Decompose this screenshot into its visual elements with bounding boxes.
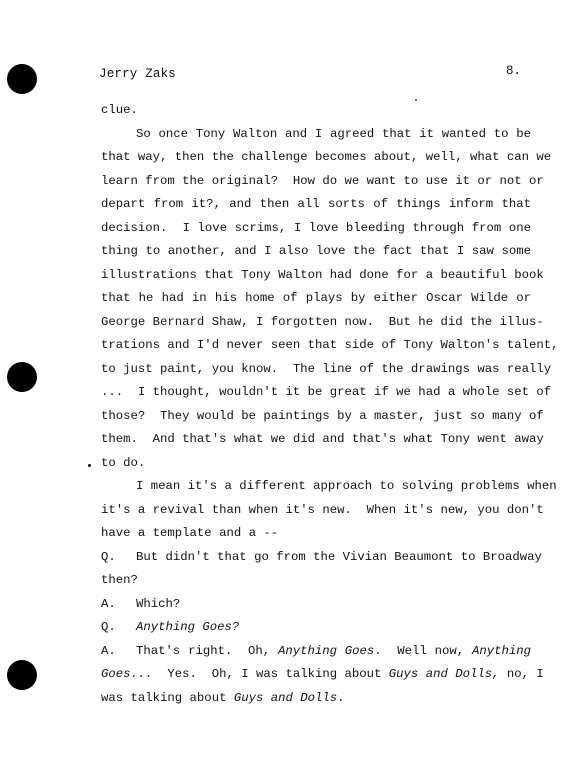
text-line: those? They would be paintings by a master, just so many of	[101, 408, 544, 423]
question-marker: Q.	[101, 549, 116, 564]
answer-text: Yes. Oh, I was talking about	[152, 667, 389, 681]
answer-text: . Well now,	[374, 643, 472, 658]
punch-hole-bottom	[7, 660, 37, 690]
text-line: I mean it's a different approach to solving problems when	[136, 479, 557, 493]
show-title: Goes...	[101, 667, 153, 681]
punch-hole-middle	[7, 362, 37, 392]
text-line: depart from it?, and then all sorts of things inform that	[101, 197, 531, 211]
text-line	[101, 663, 544, 687]
answer-marker: A.	[101, 596, 116, 611]
text-line: So once Tony Walton and I agreed that it wanted to be	[136, 126, 531, 141]
transcript-body	[101, 99, 559, 710]
text-line: to just paint, you know. The line of the drawings was really	[101, 361, 552, 376]
text-line: have a template and a --	[101, 526, 279, 540]
answer-text: no, I	[499, 667, 544, 681]
text-line	[101, 687, 531, 711]
text-line: George Bernard Shaw, I forgotten now. But he did the illus-	[101, 314, 544, 329]
text-line: clue.	[101, 103, 138, 117]
text-line: ... I thought, wouldn't it be great if we had a whole set of	[101, 385, 552, 399]
page-number: 8.	[506, 64, 522, 78]
punch-hole-top	[7, 64, 37, 94]
question-line	[101, 616, 531, 640]
answer-text: Which?	[136, 596, 181, 611]
text-line: that he had in his home of plays by either Oscar Wilde or	[101, 291, 531, 305]
text-line: that way, then the challenge becomes about, well, what can we	[101, 150, 552, 164]
show-title: Anything Goes?	[136, 620, 240, 634]
text-line: them. And that's what we did and that's what Tony went away	[101, 432, 544, 446]
answer-text: .	[337, 690, 345, 705]
show-title: Guys and Dolls,	[388, 667, 500, 681]
answer-line	[101, 593, 531, 617]
show-title: Anything Goes	[277, 643, 375, 658]
text-line: decision. I love scrims, I love bleeding through from one	[101, 220, 531, 235]
scan-speck	[88, 464, 91, 467]
question-line	[101, 546, 542, 570]
text-line: learn from the original? How do we want to use it or not or	[101, 173, 544, 188]
text-line: to do.	[101, 455, 146, 470]
show-title: Anything	[471, 643, 532, 658]
text-line: it's a revival than when it's new. When it's new, you don't	[101, 502, 544, 517]
header-author-name: Jerry Zaks	[99, 67, 177, 81]
answer-text: That's right. Oh,	[136, 643, 278, 658]
question-marker: Q.	[101, 620, 116, 634]
answer-line	[101, 640, 531, 664]
text-line: trations and I'd never seen that side of Tony Walton's talent,	[101, 338, 559, 352]
show-title: Guys and Dolls	[233, 690, 338, 705]
text-line: illustrations that Tony Walton had done for a beautiful book	[101, 267, 544, 282]
answer-marker: A.	[101, 643, 116, 658]
question-text: But didn't that go from the Vivian Beaumont to Broadway	[136, 549, 542, 564]
answer-text: was talking about	[101, 690, 234, 705]
text-line: thing to another, and I also love the fact that I saw some	[101, 244, 531, 258]
text-line: then?	[101, 573, 138, 587]
